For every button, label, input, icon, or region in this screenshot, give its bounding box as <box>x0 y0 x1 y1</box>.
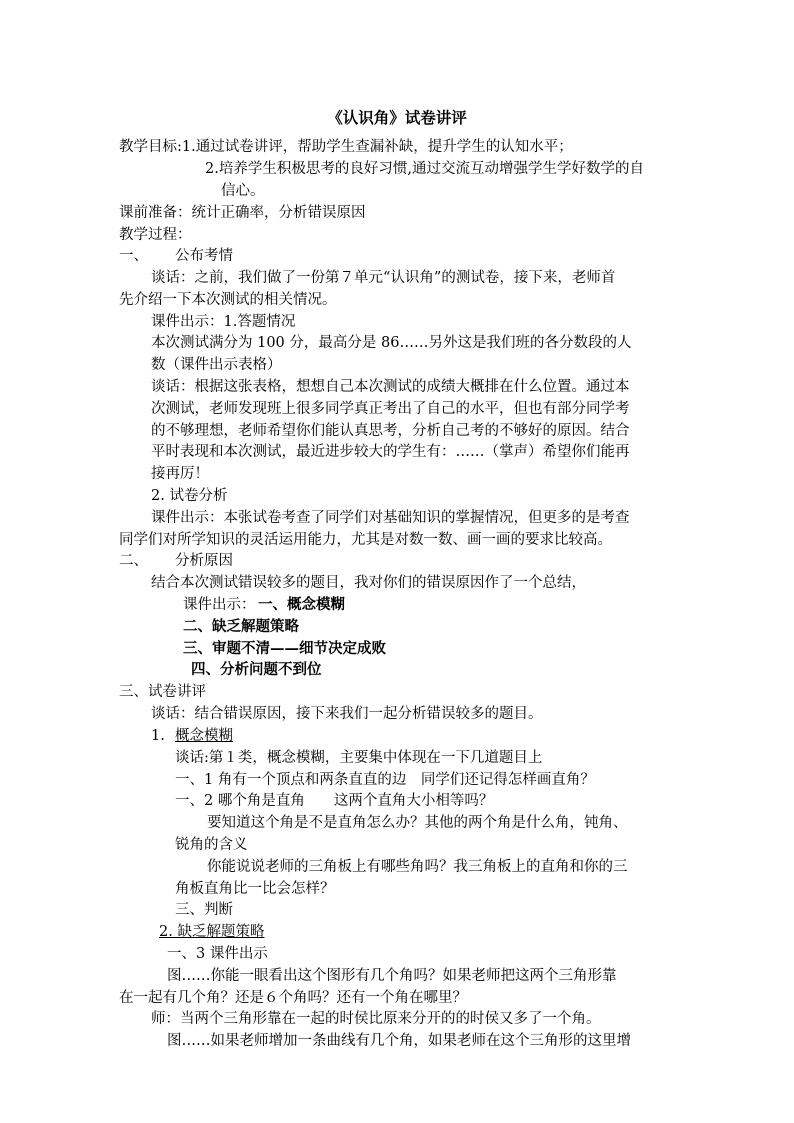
paragraph-line: 平时表现和本次测试，最近进步较大的学生有：……（掌声）希望你们能再 <box>151 444 630 460</box>
paragraph-line: 接再厉！ <box>151 466 209 482</box>
paragraph-line: 谈话：之前，我们做了一份第７单元“认识角”的测试卷，接下来，老师首 <box>151 270 616 286</box>
paragraph-line: 课件出示：1.答题情况 <box>151 314 296 330</box>
section-heading-2: 分析原因 <box>175 553 233 569</box>
paragraph-line: 一、1 角有一个顶点和两条直直的边 同学们还记得怎样画直角？ <box>175 772 595 788</box>
paragraph-line: 谈话：结合错误原因，接下来我们一起分析错误较多的题目。 <box>151 706 543 722</box>
reason-item-3: 三、审题不清——细节决定成败 <box>183 640 386 657</box>
paragraph-line: 数（课件出示表格） <box>151 357 282 373</box>
reason-item-1: 一、概念模糊 <box>258 596 345 613</box>
subsection-heading-1: 概念模糊 <box>175 728 233 744</box>
paragraph-line: 图……你能一眼看出这个图形有几个角吗？如果老师把这两个三角形靠 <box>167 968 617 984</box>
paragraph-line: 的不够理想，老师希望你们能认真思考，分析自己考的不够好的原因。结合 <box>151 423 630 439</box>
paragraph-line: 本次测试满分为 100 分，最高分是 86……另外这是我们班的各分数段的人 <box>151 335 632 351</box>
paragraph-line: 锐角的含义 <box>175 837 248 853</box>
section-number-2: 二、 <box>119 553 148 569</box>
paragraph-line: 你能说说老师的三角板上有哪些角吗？我三角板上的直角和你的三 <box>207 859 628 875</box>
objective-line-1: 教学目标:1.通过试卷讲评，帮助学生查漏补缺，提升学生的认知水平； <box>119 139 573 155</box>
section-heading-3: 三、试卷讲评 <box>119 684 206 700</box>
section-number-1: 一、 <box>119 248 148 264</box>
objective-line-2: 2.培养学生积极思考的良好习惯,通过交流互动增强学生学好数学的自 <box>205 161 644 177</box>
paragraph-line: 谈话:第１类，概念模糊，主要集中体现在一下几道题目上 <box>175 750 543 766</box>
courseware-label: 课件出示： <box>183 597 256 613</box>
paragraph-line: 结合本次测试错误较多的题目，我对你们的错误原因作了一个总结， <box>151 575 586 591</box>
reason-item-2: 二、缺乏解题策略 <box>183 618 299 635</box>
paragraph-line: 同学们对所学知识的灵活运用能力，尤其是对数一数、画一画的要求比较高。 <box>119 532 612 548</box>
paragraph-line: 谈话：根据这张表格，想想自己本次测试的成绩大概排在什么位置。通过本 <box>151 379 630 395</box>
objective-line-2-cont: 信心。 <box>221 183 265 199</box>
paragraph-line: 次测试，老师发现班上很多同学真正考出了自己的水平，但也有部分同学考 <box>151 401 630 417</box>
paragraph-line: 一、3 课件出示 <box>167 946 268 962</box>
paragraph-line: 要知道这个角是不是直角怎么办？其他的两个角是什么角，钝角、 <box>207 815 628 831</box>
subsection-heading-2: 2. 缺乏解题策略 <box>159 924 265 940</box>
paragraph-line: 一、2 哪个角是直角 这两个直角大小相等吗？ <box>175 793 494 809</box>
page-title: 《认识角》试卷讲评 <box>327 108 467 127</box>
paragraph-line: 在一起有几个角？还是６个角吗？还有一个角在哪里？ <box>119 990 467 1006</box>
preparation-line: 课前准备：统计正确率，分析错误原因 <box>119 205 366 221</box>
subsection-number-1: 1. <box>151 728 165 744</box>
subheading-exam-analysis: 2. 试卷分析 <box>151 488 228 504</box>
paragraph-line: 图……如果老师增加一条曲线有几个角，如果老师在这个三角形的这里增 <box>167 1033 631 1049</box>
paragraph-line: 角板直角比一比会怎样？ <box>175 881 335 897</box>
paragraph-line: 三、判断 <box>175 902 233 918</box>
section-heading-1: 公布考情 <box>175 248 233 264</box>
paragraph-line: 先介绍一下本次测试的相关情况。 <box>119 292 337 308</box>
process-heading: 教学过程： <box>119 227 192 243</box>
paragraph-line: 课件出示：本张试卷考查了同学们对基础知识的掌握情况，但更多的是考查 <box>151 510 630 526</box>
reason-item-4: 四、分析问题不到位 <box>191 661 322 678</box>
paragraph-line: 师：当两个三角形靠在一起的时侯比原来分开的的时侯又多了一个角。 <box>151 1011 601 1027</box>
